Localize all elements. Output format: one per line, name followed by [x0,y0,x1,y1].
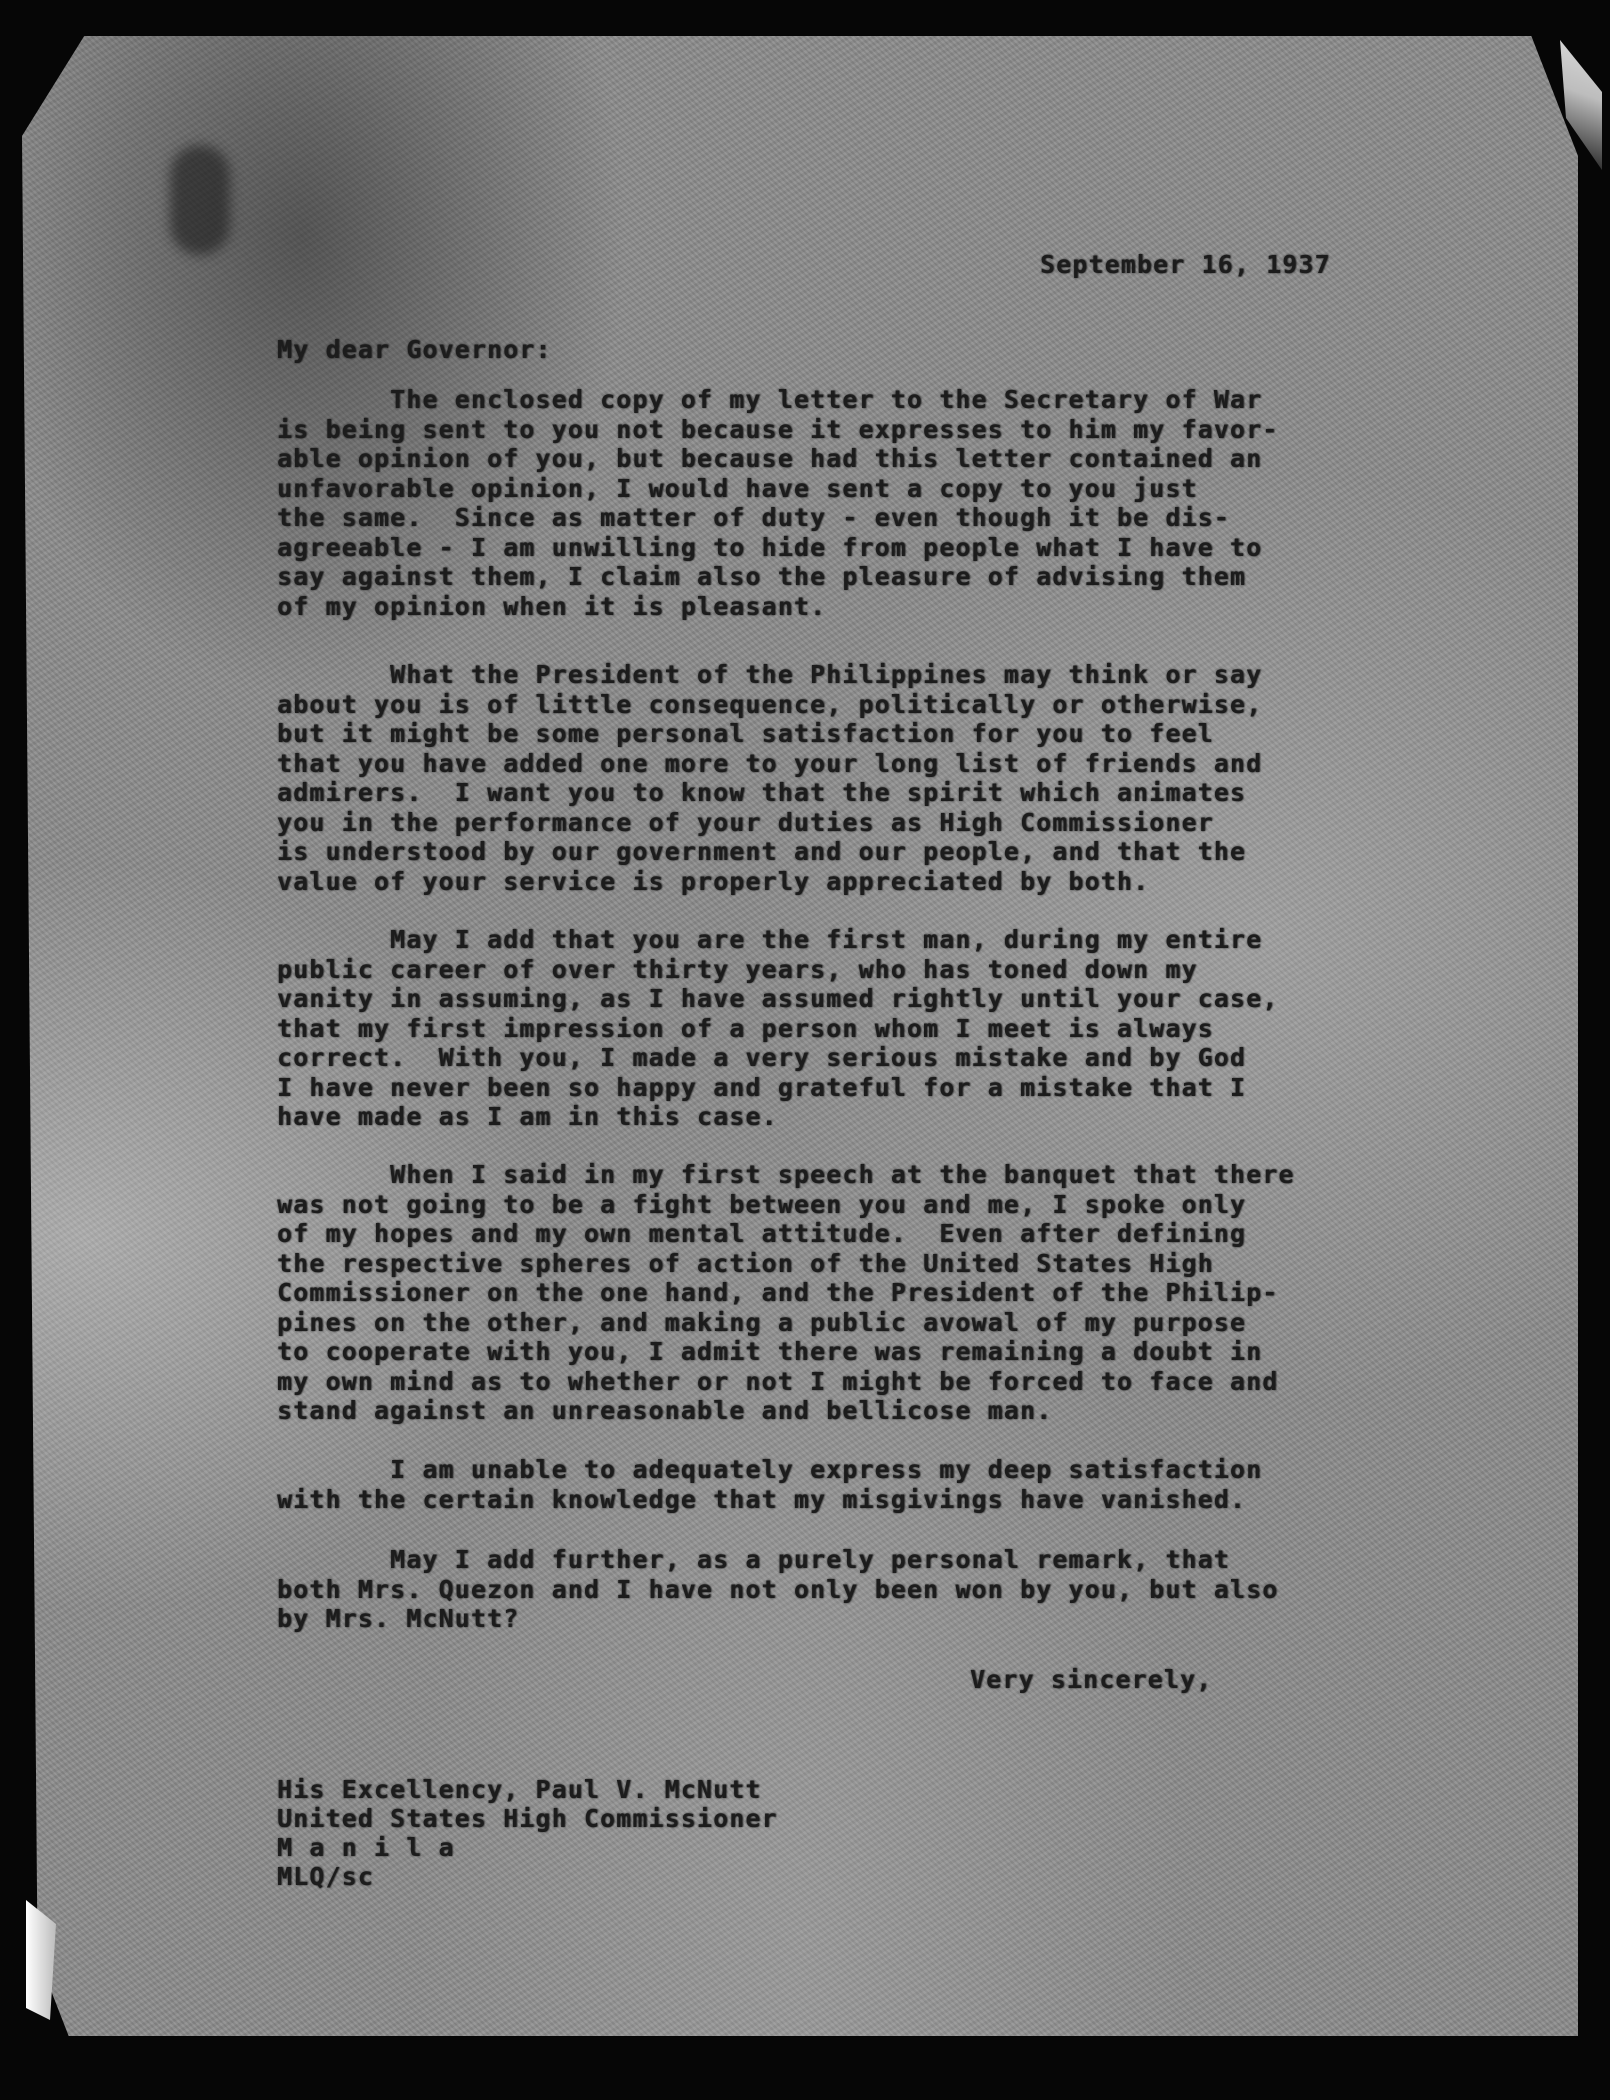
closing: Very sincerely, [970,1665,1213,1694]
paragraph-6: May I add further, as a purely personal remark, that both Mrs. Quezon and I have not only been won by you, but also by Mrs. McNutt? [277,1545,1279,1633]
paragraph-1: The enclosed copy of my letter to the Secretary of War is being sent to you not because it expresses to him my favor- able opinion of you, but because had this letter contained an unfavorable opinion, I would have sent a copy to you just the same. Since as matter of duty - even though it be dis- agreeable - I am unwilling to hide from people what I have to say against them, I claim also the pleasure of advising them of my opinion when it is pleasant. [277,385,1279,621]
address-line-city: M a n i l a [277,1833,455,1862]
recipient-address [277,1775,778,1891]
paragraph-4: When I said in my first speech at the banquet that there was not going to be a fight between you and me, I spoke only of my hopes and my own mental attitude. Even after defining the respective spheres of action of the United States High Commissioner on the one hand, and the President of the Philip- pines on the other, and making a public avowal of my purpose to cooperate with you, I admit there was remaining a doubt in my own mind as to whether or not I might be forced to face and stand against an unreasonable and bellicose man. [277,1160,1295,1425]
address-line-title: United States High Commissioner [277,1804,778,1833]
reference-initials: MLQ/sc [277,1862,374,1891]
salutation: My dear Governor: [277,335,552,364]
address-line-name: His Excellency, Paul V. McNutt [277,1775,762,1804]
letter-date: September 16, 1937 [1040,250,1331,279]
paragraph-5: I am unable to adequately express my deep satisfaction with the certain knowledge that my misgivings have vanished. [277,1455,1263,1514]
paragraph-3: May I add that you are the first man, during my entire public career of over thirty years, who has toned down my vanity in assuming, as I have assumed rightly until your case, that my first impression of a person whom I meet is always correct. With you, I made a very serious mistake and by God I have never been so happy and grateful for a mistake that I have made as I am in this case. [277,925,1279,1131]
paragraph-2: What the President of the Philippines may think or say about you is of little consequence, politically or otherwise, but it might be some personal satisfaction for you to feel that you have added one more to your long list of friends and admirers. I want you to know that the spirit which animates you in the performance of your duties as High Commissioner is understood by our government and our people, and that the value of your service is properly appreciated by both. [277,660,1263,896]
